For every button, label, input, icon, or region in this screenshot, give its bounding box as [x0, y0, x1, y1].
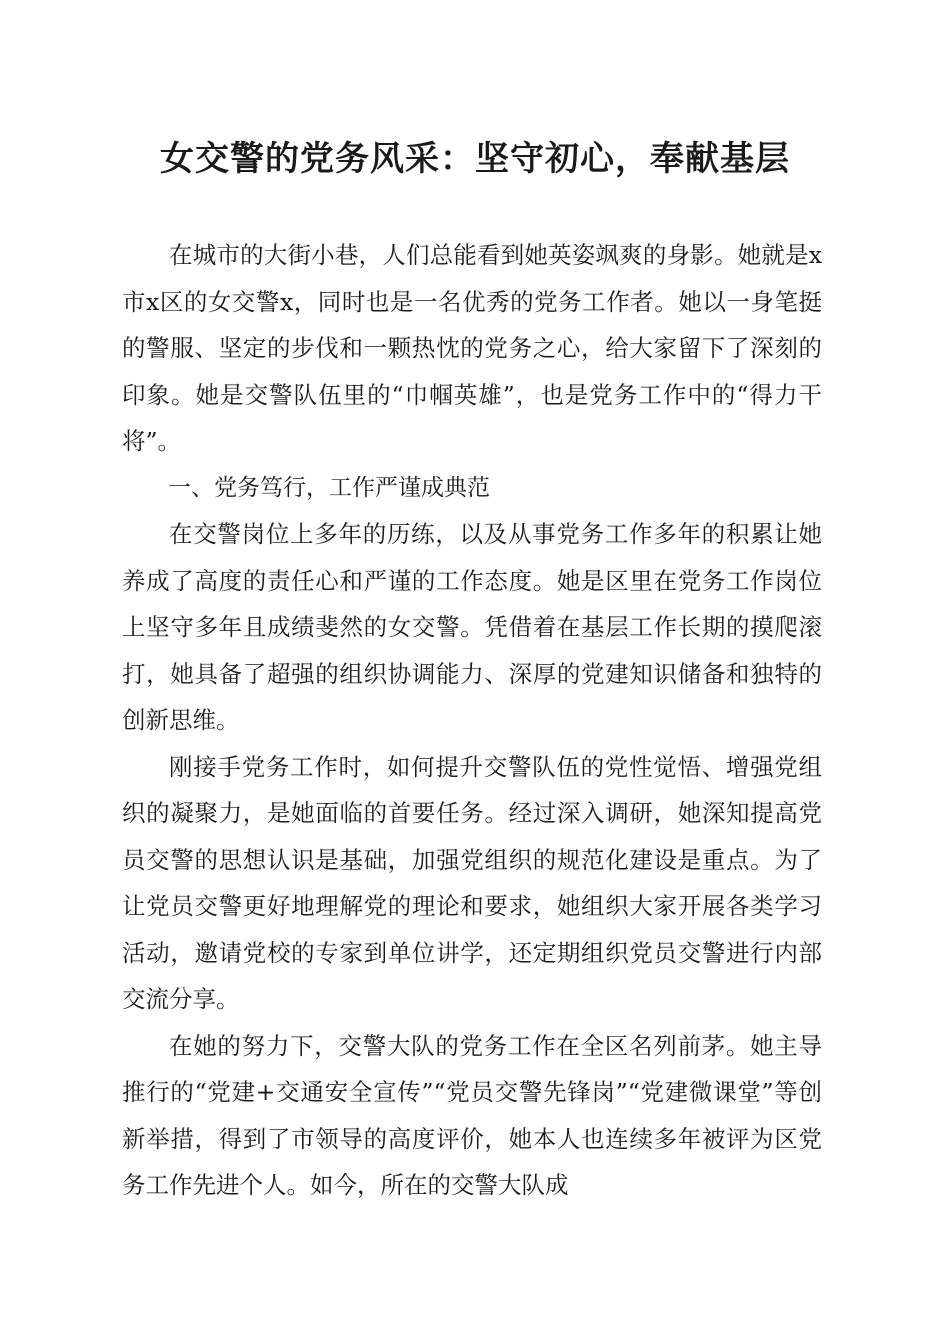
section-heading: 一、党务笃行，工作严谨成典范 — [168, 474, 490, 501]
section-paragraph-1: 在交警岗位上多年的历练，以及从事党务工作多年的积累让她养成了高度的责任心和严谨的工作态度。她是区里在党务工作岗位上坚守多年且成绩斐然的女交警。凭借着在基层工作长期的摸爬滚打，她具备了超强的组织协调能力、深厚的党建知识储备和独特的创新思维。 — [122, 520, 822, 734]
intro-paragraph: 在城市的大街小巷，人们总能看到她英姿飒爽的身影。她就是x市x区的女交警x，同时也是一名优秀的党务工作者。她以一身笔挺的警服、坚定的步伐和一颗热忱的党务之心，给大家留下了深刻的印象。她是交警队伍里的“巾帼英雄”，也是党务工作中的“得力干将”。 — [122, 241, 822, 455]
document-title: 女交警的党务风采：坚守初心，奉献基层 — [160, 139, 790, 179]
document-body — [122, 232, 822, 1209]
section-paragraph-3: 在她的努力下，交警大队的党务工作在全区名列前茅。她主导推行的“党建+交通安全宣传”“党员交警先锋岗”“党建微课堂”等创新举措，得到了市领导的高度评价，她本人也连续多年被评为区党务工作先进个人。如今，所在的交警大队成 — [122, 1031, 822, 1199]
section-paragraph-2: 刚接手党务工作时，如何提升交警队伍的党性觉悟、增强党组织的凝聚力，是她面临的首要任务。经过深入调研，她深知提高党员交警的思想认识是基础，加强党组织的规范化建设是重点。为了让党员交警更好地理解党的理论和要求，她组织大家开展各类学习活动，邀请党校的专家到单位讲学，还定期组织党员交警进行内部交流分享。 — [122, 752, 822, 1013]
